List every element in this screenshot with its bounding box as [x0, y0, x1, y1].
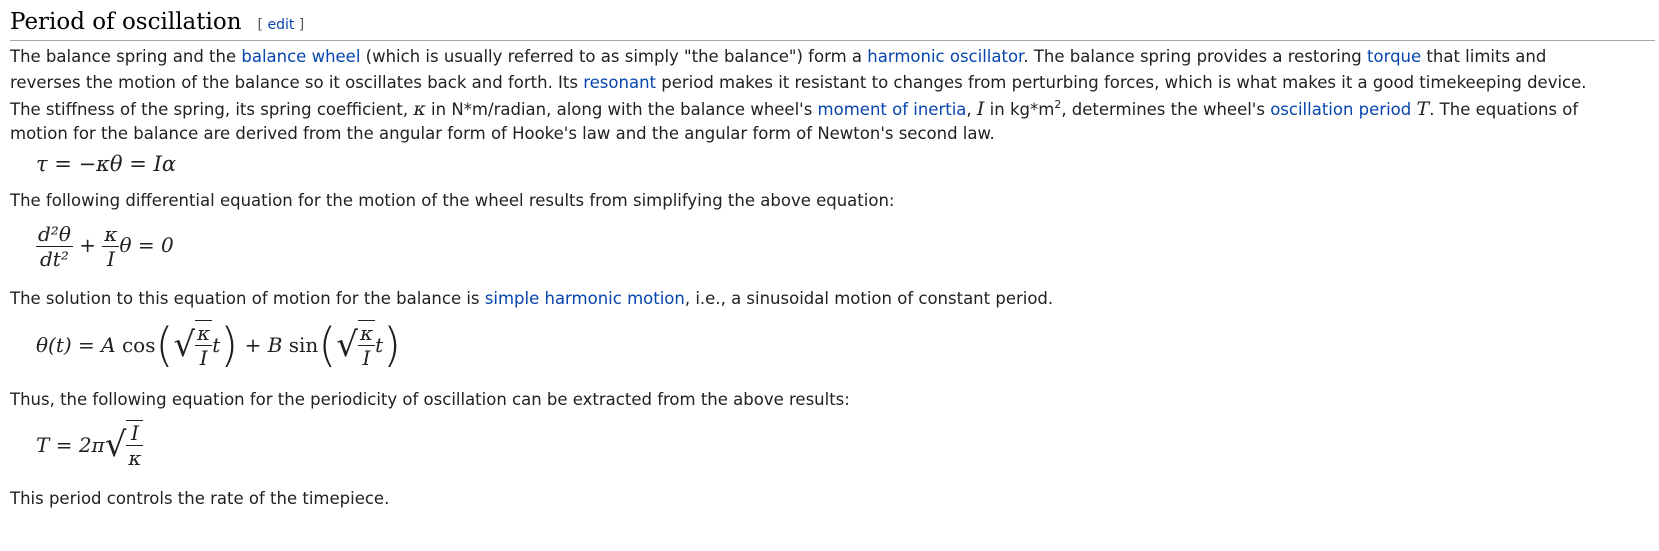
radical-sign: √	[104, 425, 127, 465]
text-run: (which is usually referred to as simply "the balance") form a	[360, 47, 868, 66]
equation-solution	[36, 318, 401, 372]
denominator: κ	[128, 446, 142, 470]
numerator: κ	[197, 321, 211, 345]
link-resonant[interactable]: resonant	[583, 73, 656, 92]
math-T: T	[1416, 98, 1430, 120]
paragraph-1-line-3	[10, 96, 1578, 124]
plus-b: + B	[244, 333, 283, 357]
fraction-kappa-I	[102, 222, 119, 271]
text-run: The solution to this equation of motion for the balance is	[10, 289, 485, 308]
text-run: , determines the wheel's	[1061, 100, 1271, 119]
denominator: I	[106, 247, 115, 271]
paragraph-4: Thus, the following equation for the periodicity of oscillation can be extracted from the above results:	[10, 390, 850, 409]
radical-sign: √	[336, 325, 358, 365]
equation-lhs: T = 2π	[36, 433, 105, 457]
link-simple-harmonic-motion[interactable]: simple harmonic motion	[484, 289, 685, 308]
text-run: that limits and	[1421, 47, 1547, 66]
section-title: Period of oscillation	[10, 9, 242, 35]
variable-t: t	[212, 333, 221, 357]
text-run: ,	[966, 100, 977, 119]
text-run: reverses the motion of the balance so it oscillates back and forth. Its	[10, 73, 584, 92]
numerator: κ	[359, 321, 374, 345]
link-balance-wheel[interactable]: balance wheel	[241, 47, 361, 66]
text-run: . The balance spring provides a restoring	[1023, 47, 1368, 66]
text-run: period makes it resistant to changes from perturbing forces, which is what makes it a good timekeeping device.	[656, 73, 1587, 92]
superscript: 2	[1054, 98, 1062, 111]
equation-torque: τ = −κθ = Iα	[36, 152, 176, 176]
link-moment-of-inertia[interactable]: moment of inertia	[817, 100, 967, 119]
section-heading	[10, 4, 1655, 41]
text-run: The balance spring and the	[10, 47, 242, 66]
edit-bracket-close: ]	[294, 17, 305, 33]
radical-sign: √	[173, 325, 196, 365]
text-run: . The equations of	[1429, 100, 1579, 119]
text-run: , i.e., a sinusoidal motion of constant period.	[684, 289, 1054, 308]
radical-body	[126, 420, 143, 470]
paragraph-1-line-4	[10, 121, 995, 148]
edit-bracket-open: [	[257, 17, 268, 33]
equation-period	[36, 420, 143, 470]
radical-body	[195, 320, 212, 370]
numerator: I	[126, 421, 143, 446]
fraction-d2theta-dt2	[36, 222, 73, 271]
math-I: I	[976, 98, 985, 120]
sin-function: sin	[288, 333, 319, 357]
link-harmonic-oscillator[interactable]: harmonic oscillator	[867, 47, 1024, 66]
edit-link[interactable]: edit	[267, 17, 295, 33]
right-paren: )	[383, 318, 402, 372]
fraction-kappa-I	[358, 321, 375, 370]
left-paren: (	[318, 318, 337, 372]
equation-rest: θ = 0	[119, 233, 174, 257]
paragraph-5: This period controls the rate of the timepiece.	[10, 489, 390, 508]
paragraph-1-line-1	[10, 44, 1546, 71]
text-run: in N*m/radian, along with the balance wheel's	[425, 100, 818, 119]
equation-lhs: θ(t) = A	[36, 333, 116, 357]
denominator: I	[362, 346, 371, 370]
paragraph-3	[10, 286, 1053, 313]
denominator: I	[199, 346, 208, 370]
paragraph-2: The following differential equation for the motion of the wheel results from simplifying the above equation:	[10, 191, 895, 210]
text-run: in kg*m	[984, 100, 1055, 119]
denominator: dt²	[40, 247, 69, 271]
equation-differential	[36, 222, 174, 271]
left-paren: (	[155, 318, 174, 372]
numerator: d²θ	[38, 222, 71, 246]
radical-body	[358, 320, 375, 370]
variable-t: t	[375, 333, 384, 357]
paragraph-1-line-2	[10, 70, 1587, 97]
right-paren: )	[220, 318, 239, 372]
link-torque[interactable]: torque	[1367, 47, 1422, 66]
numerator: κ	[104, 222, 118, 246]
edit-section	[258, 17, 305, 33]
fraction-I-kappa	[126, 421, 143, 470]
fraction-kappa-I	[195, 321, 212, 370]
link-oscillation-period[interactable]: oscillation period	[1270, 100, 1412, 119]
plus-sign: +	[79, 233, 96, 257]
cos-function: cos	[121, 333, 156, 357]
text-run: The stiffness of the spring, its spring coefficient,	[10, 100, 414, 119]
math-kappa: κ	[413, 98, 426, 120]
text-run: motion for the balance are derived from the angular form of Hooke's law and the angular form of Newton's second law.	[10, 124, 995, 143]
